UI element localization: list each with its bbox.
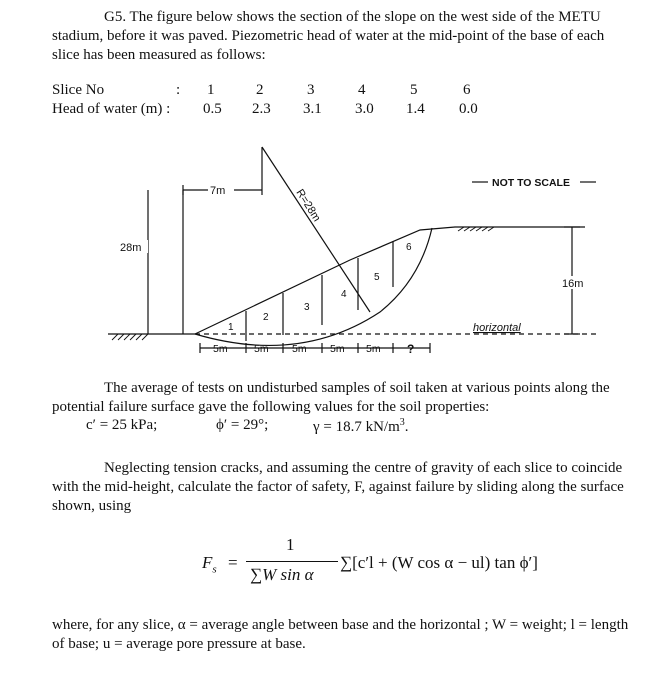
formula-sum: ∑[c′l + (W cos α − ul) tan ϕ′] [340, 553, 538, 572]
bottom-dim-3: 5m [292, 343, 307, 355]
dim-7m-label: 7m [210, 185, 226, 197]
formula-fraction-bar [246, 561, 338, 563]
formula-eq: = [228, 553, 238, 572]
slope-figure [0, 130, 648, 365]
prop-c: c′ = 25 kPa; [86, 417, 158, 433]
bottom-dim-6: ? [407, 342, 415, 356]
slice-label-6: 6 [406, 242, 412, 253]
radius-label: R=28m [293, 187, 323, 224]
slice-label-3: 3 [304, 302, 310, 313]
slice-label-5: 5 [374, 272, 380, 283]
bottom-dim-2: 5m [254, 343, 269, 355]
ground-hatch-left [112, 334, 148, 340]
head-2: 2.3 [252, 101, 271, 117]
slice-boundaries [246, 241, 393, 341]
not-to-scale-label: NOT TO SCALE [492, 177, 570, 189]
slice-no-5: 5 [410, 82, 418, 98]
dim-16m-label: 16m [562, 278, 584, 290]
head-3: 3.1 [303, 101, 322, 117]
dim-28m-label: 28m [120, 242, 142, 254]
paragraph-instructions: Neglecting tension cracks, and assuming the centre of gravity of each slice to coincide with the mid-height, calculate the factor of safety, F, against failure by sliding along the surface shown, using [52, 460, 624, 514]
prop-gamma [313, 417, 409, 436]
radius-line [262, 147, 370, 312]
head-label: Head of water (m) : [52, 101, 171, 117]
ground-hatch-right [458, 227, 494, 231]
slice-label-4: 4 [341, 289, 347, 300]
prop-gamma-exp: 3 [399, 417, 405, 428]
head-4: 3.0 [355, 101, 374, 117]
slice-no-label: Slice No [52, 82, 105, 98]
slice-no-1: 1 [207, 82, 215, 98]
formula-numerator: 1 [286, 535, 295, 554]
formula-denominator: ∑W sin α [250, 565, 314, 584]
bottom-dim-5: 5m [366, 343, 381, 355]
slice-no-sep: : [176, 82, 181, 98]
slice-label-1: 1 [228, 322, 234, 333]
prop-gamma-text: γ = 18.7 kN/m [313, 419, 400, 435]
prop-phi: ϕ′ = 29°; [216, 417, 269, 433]
paragraph-soil-tests: The average of tests on undisturbed samples of soil taken at various points along the potential failure surface gave the following values for the soil properties: [52, 380, 610, 415]
head-6: 0.0 [459, 101, 478, 117]
slope-surface [195, 227, 585, 334]
horizontal-label: horizontal [473, 322, 521, 334]
slice-no-2: 2 [256, 82, 264, 98]
head-5: 1.4 [406, 101, 425, 117]
slice-no-4: 4 [358, 82, 366, 98]
slice-no-3: 3 [307, 82, 315, 98]
factor-of-safety-formula [200, 535, 620, 595]
question-intro: G5. The figure below shows the section of the slope on the west side of the METU stadium, before it was paved. Piezometric head of water at the mid-point of the base of each slice has been measured as follows: [52, 9, 605, 63]
head-1: 0.5 [203, 101, 222, 117]
bottom-dim-1: 5m [213, 343, 228, 355]
formula-lhs: $F_s$ [202, 553, 217, 576]
bottom-dim-4: 5m [330, 343, 345, 355]
slice-label-2: 2 [263, 312, 269, 323]
prop-gamma-end: . [404, 419, 409, 435]
definitions: where, for any slice, α = average angle between base and the horizontal ; W = weight; l = length of base; u = average pore pressure at base. [52, 617, 629, 652]
slice-no-6: 6 [463, 82, 471, 98]
